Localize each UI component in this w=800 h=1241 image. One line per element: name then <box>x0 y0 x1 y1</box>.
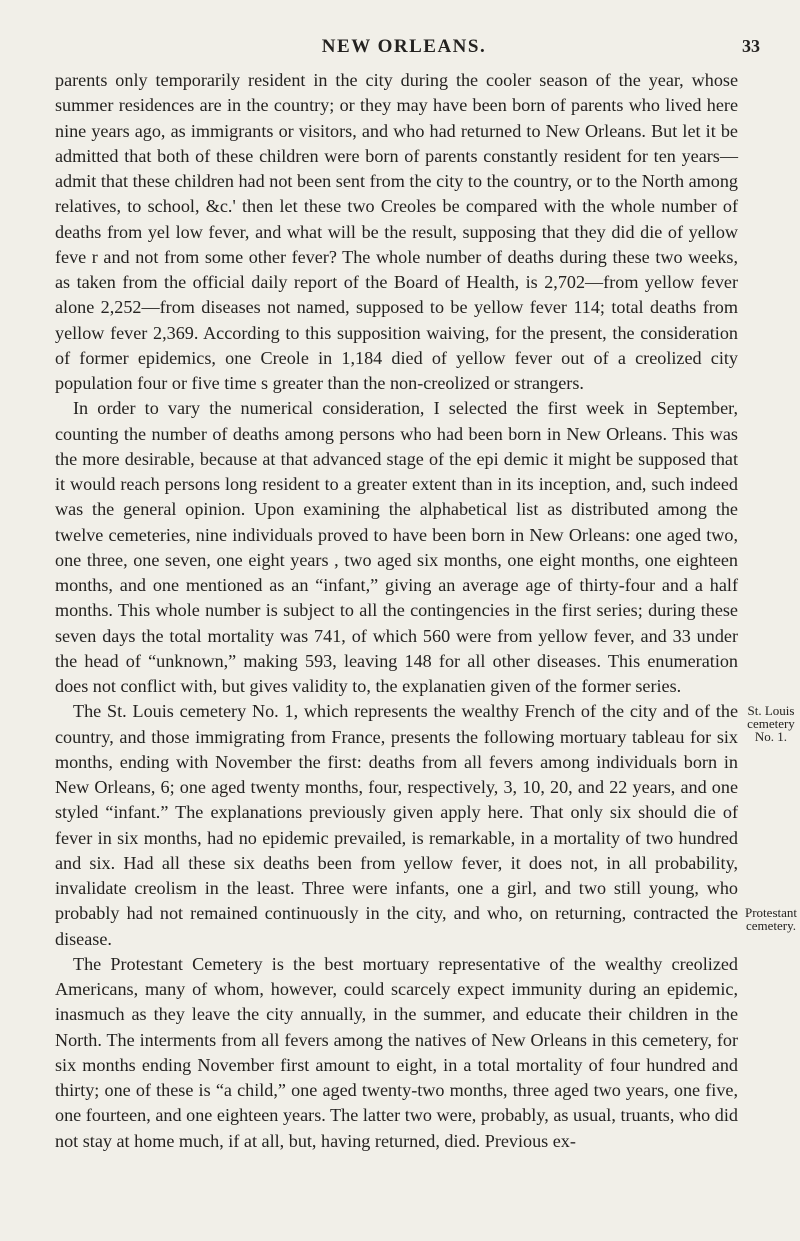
paragraph-protestant-cemetery: The Protestant Cemetery is the best mortuary representative of the wealthy creolized Americans, many of whom, however, could scarcely expect immunity during an epidemic, inasmuch as they leave the city annually, in the summer, and educate their children in the North. The interments from all fevers among the natives of New Orleans in this cemetery, for six months ending November first amount to eight, in a total mortality of four hundred and thirty; one of these is “a child,” one aged twenty-two months, three aged two years, one five, one fourteen, and one eighteen years. The latter two were, probably, as usual, truants, who did not stay at home much, if at all, but, having returned, died. Previous ex- <box>55 953 738 1151</box>
running-head <box>60 36 760 66</box>
paragraph-creoles-comparison: parents only temporarily resident in the city during the cooler season of the year, whose summer residences are in the country; or they may have been born of parents who lived here nine years ago, as immigrants or visitors, and who had returned to New Orleans. But let it be admitted that both of these children were born of parents constantly resident for ten years—admit that these children had not been sent from the city to the country, or to the North among relatives, to school, &c.' then let these two Creoles be compared with the whole number of deaths from yel low fever, and what will be the result, supposing that they did die of yellow feve r and not from some other fever? The whole number of deaths during these two weeks, as taken from the official daily report of the Board of Health, is 2,702—from yellow fever alone 2,252—from diseases not named, supposed to be yellow fever 114; total deaths from yellow fever 2,369. According to this supposition waiving, for the present, the consideration of former epidemics, one Creole in 1,184 died of yellow fever out of a creolized city population four or five time s greater than the non-creolized or strangers. <box>55 70 738 393</box>
running-title: NEW ORLEANS. <box>321 36 487 57</box>
page-number: 33 <box>742 36 760 56</box>
paragraph-st-louis-cemetery: The St. Louis cemetery No. 1, which represents the wealthy French of the city and of the country, and those immigrating from France, presents the following mortuary tableau for six months, ending with November the first: deaths from all fevers among individuals born in New Orleans, 6; one aged twenty months, four, respectively, 3, 10, 20, and 22 years, and one styled “infant.” The explanations previously given apply here. That only six should die of fever in six months, had no epidemic prevailed, is remarkable, in a mortality of two hundred and six. Had all these six deaths been from yellow fever, it does not, in all probability, invalidate creolism in the least. Three were infants, one a girl, and two still young, who probably had not remained continuously in the city, and who, on returning, contracted the disease. <box>55 701 738 949</box>
side-note-st-louis-cemetery: St. Louis cemetery No. 1. <box>747 703 795 744</box>
side-note-protestant-cemetery: Protestant cemetery. <box>745 905 797 933</box>
paragraph-september-week: In order to vary the numerical consideration, I selected the first week in September, counting the number of deaths among persons who had been born in New Orleans. This was the more desirable, because at that advanced stage of the epi demic it might be supposed that it would reach persons long resident to a greater extent than in its inception, and, such indeed was the general opinion. Upon examining the alphabetical list as distributed among the twelve cemeteries, nine individuals proved to have been born in New Orleans: one aged two, one three, one seven, one eight years , two aged six months, one eight months, one eighteen months, and one mentioned as an “infant,” giving an average age of thirty-four and a half months. This whole number is subject to all the contingencies in the first series; during these seven days the total mortality was 741, of which 560 were from yellow fever, and 33 under the head of “unknown,” making 593, leaving 148 for all other diseases. This enumeration does not conflict with, but gives validity to, the explanatien given of the former series. <box>55 398 738 696</box>
body-text <box>55 68 738 1154</box>
